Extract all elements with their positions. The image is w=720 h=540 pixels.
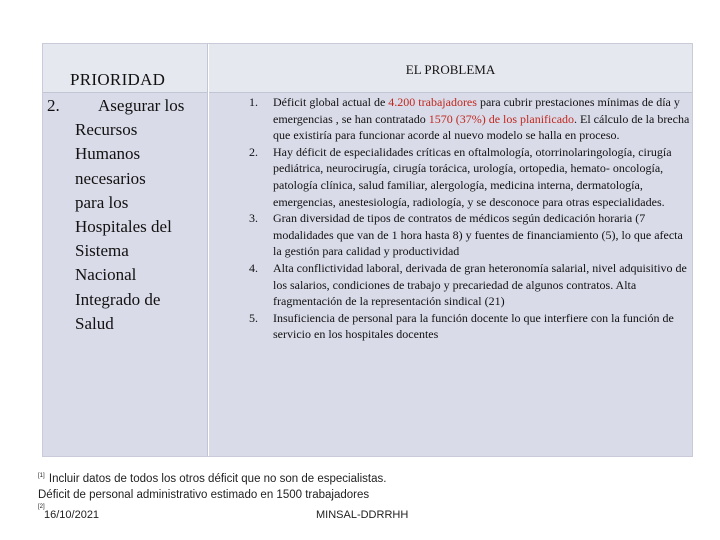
- priority-line: necesarios: [75, 168, 146, 188]
- problem-item: [249, 210, 694, 260]
- problem-text: Alta conflictividad laboral, derivada de gran heteronomía salarial, nivel adquisitivo de los salarios, condiciones de trabajo y precariedad de algunos contratos. Alta fragmentación de la representación sindical (21): [273, 260, 687, 309]
- problem-number: 3.: [249, 211, 258, 226]
- problem-header: EL PROBLEMA: [405, 62, 496, 77]
- priority-line: para los: [75, 192, 129, 212]
- problem-text: Insuficiencia de personal para la función docente lo que interfiere con la función de servicio en los hospitales docentes: [273, 310, 674, 342]
- priority-first-line: Asegurar los: [98, 96, 185, 115]
- footnote-text: Déficit de personal administrativo estimado en 1500 trabajadores: [38, 488, 370, 501]
- priority-header: PRIORIDAD: [70, 70, 166, 89]
- problem-item: [249, 144, 694, 210]
- footer-org: MINSAL-DDRRHH: [316, 509, 409, 521]
- footnote-text: Incluir datos de todos los otros déficit que no son de especialistas.: [48, 472, 387, 485]
- footnote-mark: [2]: [38, 503, 45, 510]
- footnotes: [38, 468, 387, 510]
- footnote-1: [38, 468, 386, 487]
- priority-cell: [43, 44, 208, 456]
- problem-number: 1.: [249, 95, 258, 109]
- problem-item: [249, 260, 694, 310]
- problem-text: Hay déficit de especialidades críticas en oftalmología, otorrinolaringología, cirugía pediátrica, neurocirugía, cirugía torácica, urología, ortopedia, hemato- oncología, patología clínica, salud familiar, alergología, medicina interna, dermatología, emergencias, anestesiología, radiología, y se desconoce para otras especialidades.: [273, 144, 672, 209]
- footer-date: 16/10/2021: [44, 509, 100, 521]
- priority-problem-table: [42, 43, 693, 457]
- priority-line: Humanos: [75, 144, 141, 164]
- priority-line: Salud: [75, 313, 114, 333]
- problem-highlight: 4.200 trabajadores: [388, 95, 477, 109]
- priority-line: Hospitales del: [75, 217, 172, 236]
- problem-text: Gran diversidad de tipos de contratos de médicos según dedicación horaria (7 modalidades que van de 1 hora hasta 8) y fuentes de financiamiento (5), lo que afecta la gestión para calidad y productividad: [273, 211, 683, 259]
- priority-line: Sistema: [75, 241, 129, 261]
- problem-item: [249, 94, 694, 144]
- problem-text: Déficit global actual de: [273, 95, 389, 109]
- footnote-2: [38, 487, 386, 510]
- problem-text: para cubrir prestaciones mínimas de día y emergencias , se han contratado: [273, 95, 680, 126]
- problem-number: 4.: [249, 260, 258, 275]
- priority-line: Nacional: [75, 265, 137, 285]
- problem-highlight: 1570 (37%) de los planificado: [428, 111, 575, 126]
- problem-list: [249, 94, 694, 343]
- problem-text: . El cálculo de la brecha que existiría para funcionar acorde al nuevo modelo se halla en proceso.: [273, 111, 690, 143]
- problem-number: 2.: [249, 144, 258, 159]
- problem-number: 5.: [249, 310, 258, 325]
- priority-number: 2.: [47, 96, 60, 115]
- problem-cell: [209, 44, 692, 456]
- priority-line: Recursos: [75, 120, 138, 140]
- priority-line: Integrado de: [75, 289, 161, 309]
- footnote-mark: [1]: [38, 473, 45, 479]
- problem-item: [249, 310, 694, 343]
- priority-rest-lines: [75, 118, 210, 336]
